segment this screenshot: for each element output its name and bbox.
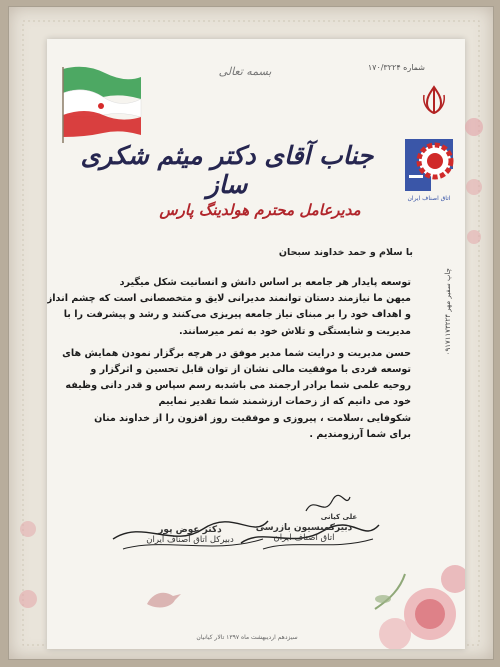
body-line: روحیه علمی شما برادر ارجمند می باشدبه رسم سپاس و قدر دانی وظیفه (65, 380, 411, 392)
reference-number: شماره ۱۷۰/۳۲۲۴ (367, 63, 425, 72)
corner-flower-icon (459, 97, 489, 257)
body-line: توسعه فردی با موفقیت مالی نشان از توان قابل تحسین و اثرگزار و (90, 364, 411, 376)
signature-extra-name: علی کیانی (320, 513, 358, 521)
corner-flower-icon (13, 509, 43, 629)
guild-chamber-logo-icon (401, 135, 457, 195)
body-line: مدیریت و شایستگی و تلاش خود به ثمر میرسانند. (178, 325, 411, 337)
certificate-body (47, 275, 411, 449)
logo-label: اتاق اصناف ایران (407, 195, 451, 202)
signature-title: دبیرکل اتاق اصناف ایران (146, 535, 234, 545)
signature-name: دکتر عوض پور (158, 525, 222, 535)
signature-secretary (115, 525, 265, 545)
flower-ornament-icon (335, 519, 465, 649)
greeting: با سلام و حمد خداوند سبحان (278, 247, 413, 258)
iran-flag-icon (57, 63, 143, 143)
body-line: میهن ما نیازمند دستان توانمند مدیرانی لایق و متخصصانی است که چشم انداز (47, 293, 411, 305)
bird-ornament-icon (143, 584, 183, 614)
body-line: و اهداف خود را بر مبنای نیاز جامعه پیریزی می‌کنند و رشد و پیشرفت را با (63, 309, 411, 321)
basmala: بسمه تعالی (218, 65, 272, 78)
signature-name: دبیرکمیسیون بازرسی (255, 523, 353, 533)
footer-note: سیزدهم اردیبهشت ماه ۱۳۹۷ تالار کیانیان (196, 634, 298, 641)
body-line: شکوفایی ،سلامت ، پیروزی و موفقیت روز افزون را از خداوند منان (94, 412, 411, 424)
recipient-position: مدیرعامل محترم هولدینگ پارس (159, 201, 361, 219)
body-line: حسن مدیریت و درایت شما مدیر موفق در هرچه برگزار نمودن همایش های (62, 347, 411, 359)
body-line: خود می دانیم که از زحمات ارزشمند شما تقدیر نماییم (158, 396, 411, 408)
recipient-name: جناب آقای دکتر میثم شکری ساز (80, 141, 374, 199)
certificate-frame (8, 6, 494, 660)
body-line: برای شما آرزومندیم . (309, 428, 411, 440)
certificate-paper (47, 39, 465, 649)
printer-side-text: چاپ سفیر مهر ۰۹۱۷۱۱۷۳۲۲۴ (444, 268, 452, 356)
iran-emblem-icon (421, 85, 447, 115)
signature-title: اتاق اصناف ایران (273, 533, 335, 543)
body-line: توسعه پایدار هر جامعه بر اساس دانش و انسانیت شکل میگیرد (119, 277, 411, 288)
paragraph-2 (59, 346, 411, 443)
paragraph-1 (47, 275, 411, 340)
